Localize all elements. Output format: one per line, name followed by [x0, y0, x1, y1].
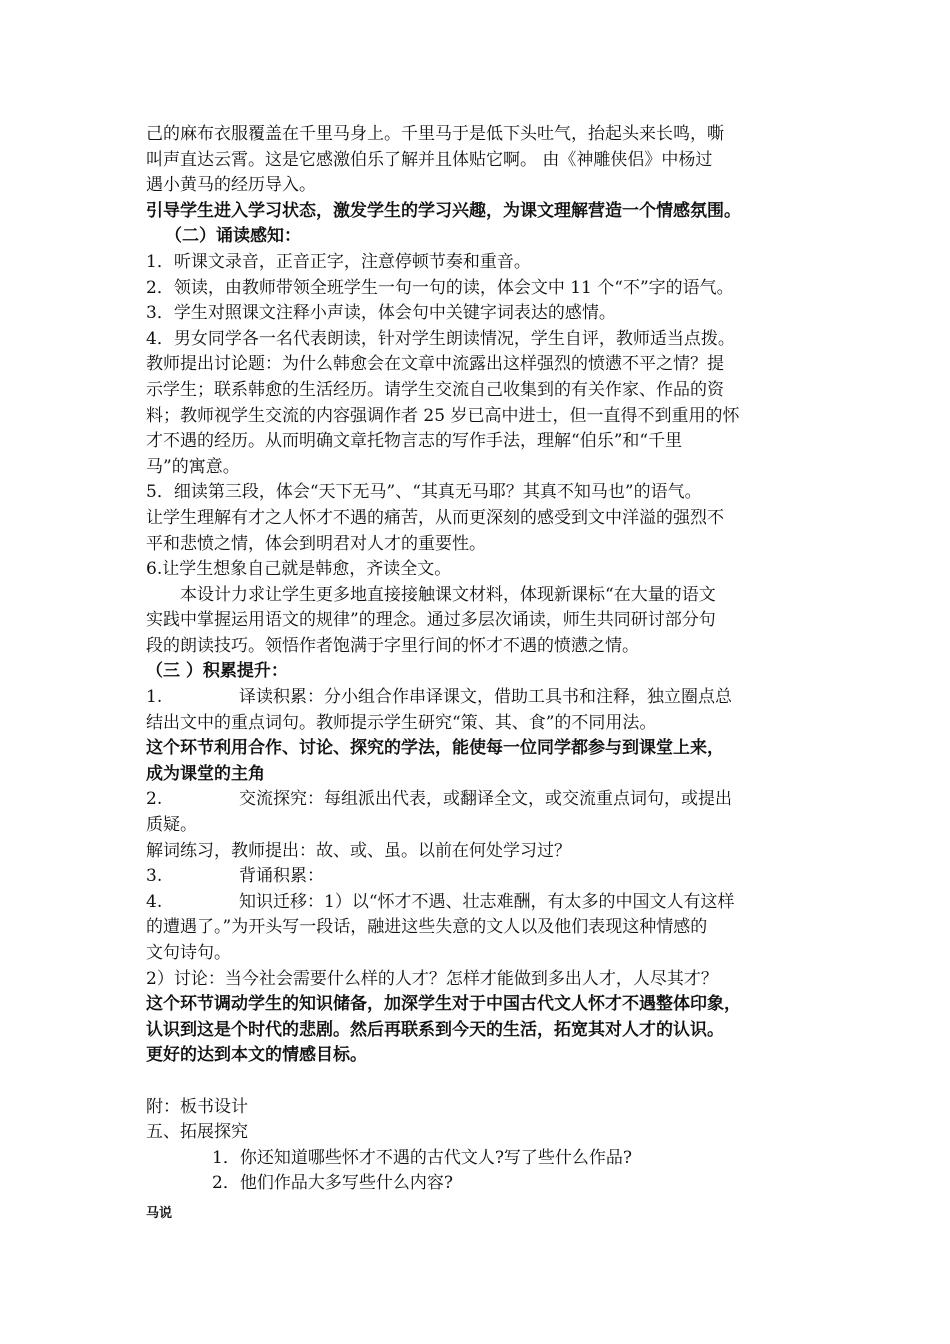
- paragraph-line: 己的麻布衣服覆盖在千里马身上。千里马于是低下头吐气，抬起头来长鸣，嘶: [146, 124, 724, 144]
- list-item: 1．听课文录音，正音正字，注意停顿节奏和重音。: [146, 251, 531, 272]
- item-text: 交流探究：每组派出代表，或翻译全文，或交流重点词句，或提出: [239, 789, 732, 810]
- paragraph-line: 料；教师视学生交流的内容强调作者 25 岁已高中进士，但一直得不到重用的怀: [146, 405, 740, 426]
- list-item: [146, 787, 816, 813]
- paragraph-line: 平和悲愤之情，体会到明君对人才的重要性。: [146, 533, 486, 554]
- item-number: 1.: [146, 687, 163, 708]
- bold-note: 这个环节利用合作、讨论、探究的学法，能使每一位同学都参与到课堂上来，: [146, 738, 724, 759]
- list-item: 2．领读，由教师带领全班学生一句一句的读，体会文中 11 个“不”字的语气。: [146, 277, 734, 298]
- paragraph-line: 教师提出讨论题：为什么韩愈会在文章中流露出这样强烈的愤懑不平之情？提: [146, 354, 724, 375]
- list-item: [146, 890, 816, 916]
- list-item: [146, 864, 816, 890]
- section-heading: 五、拓展探究: [146, 1122, 248, 1143]
- list-item: 6.让学生想象自己就是韩愈，齐读全文。: [146, 559, 452, 580]
- item-text: 背诵积累：: [239, 866, 324, 887]
- list-item: 3．学生对照课文注释小声读，体会句中关键字词表达的感情。: [146, 303, 616, 324]
- paragraph-line: 解词练习，教师提出：故、或、虽。以前在何处学习过？: [146, 840, 571, 861]
- document-body: [146, 122, 816, 1227]
- list-item: [146, 685, 816, 711]
- blank-line: [146, 1069, 816, 1095]
- item-text: 译读积累：分小组合作串译课文，借助工具书和注释，独立圈点总: [239, 687, 732, 708]
- paragraph-line: 叫声直达云霄。这是它感激伯乐了解并且体贴它啊。 由《神雕侠侣》中杨过: [146, 149, 713, 170]
- bold-note: 引导学生进入学习状态，激发学生的学习兴趣，为课文理解营造一个情感氛围。: [146, 200, 741, 221]
- list-item: 5．细读第三段，体会“天下无马”、“其真无马耶？其真不知马也”的语气。: [146, 482, 702, 503]
- section-heading: （二）诵读感知：: [165, 226, 301, 247]
- paragraph-line: 遇小黄马的经历导入。: [146, 175, 316, 196]
- bold-note: 成为课堂的主角: [146, 763, 265, 784]
- item-text: 知识迁移：1）以“怀才不遇、壮志难酬，有太多的中国文人有这样: [239, 891, 735, 912]
- list-item: 4．男女同学各一名代表朗读，针对学生朗读情况，学生自评，教师适当点拨。: [146, 328, 735, 349]
- paragraph-line: 2）讨论：当今社会需要什么样的人才？怎样才能做到多出人才，人尽其才？: [146, 968, 718, 989]
- paragraph-line: 让学生理解有才之人怀才不遇的痛苦，从而更深刻的感受到文中洋溢的强烈不: [146, 507, 724, 528]
- paragraph-line: 段的朗读技巧。领悟作者饱满于字里行间的怀才不遇的愤懑之情。: [146, 635, 639, 656]
- paragraph-line: 示学生；联系韩愈的生活经历。请学生交流自己收集到的有关作家、作品的资: [146, 379, 724, 400]
- item-number: 2.: [146, 789, 163, 810]
- bold-note: 认识到这是个时代的悲剧。然后再联系到今天的生活，拓宽其对人才的认识。: [146, 1019, 724, 1040]
- board-title: 马说: [146, 1205, 173, 1221]
- bold-note: 这个环节调动学生的知识储备，加深学生对于中国古代文人怀才不遇整体印象，: [146, 994, 741, 1015]
- section-heading: （三 ）积累提升：: [146, 661, 288, 682]
- paragraph-line: 附：板书设计: [146, 1096, 248, 1117]
- paragraph-line: 马”的寓意。: [146, 456, 240, 477]
- paragraph-line: 的遭遇了。”为开头写一段话，融进这些失意的文人以及他们表现这种情感的: [146, 917, 708, 938]
- list-item: 1．你还知道哪些怀才不遇的古代文人?写了些什么作品?: [212, 1147, 633, 1168]
- paragraph-line: 本设计力求让学生更多地直接接触课文材料，体现新课标“在大量的语文: [180, 584, 716, 605]
- paragraph-line: 文句诗句。: [146, 943, 231, 963]
- paragraph-line: 质疑。: [146, 815, 197, 836]
- item-number: 3.: [146, 866, 163, 887]
- paragraph-line: 结出文中的重点词句。教师提示学生研究“策、其、食”的不同用法。: [146, 712, 657, 733]
- list-item: 2．他们作品大多写些什么内容?: [212, 1173, 453, 1194]
- bold-note: 更好的达到本文的情感目标。: [146, 1045, 367, 1066]
- item-number: 4.: [146, 891, 163, 912]
- paragraph-line: 实践中掌握运用语文的规律”的理念。通过多层次诵读，师生共同研讨部分句: [146, 610, 716, 631]
- paragraph-line: 才不遇的经历。从而明确文章托物言志的写作手法，理解“伯乐”和“千里: [146, 431, 683, 452]
